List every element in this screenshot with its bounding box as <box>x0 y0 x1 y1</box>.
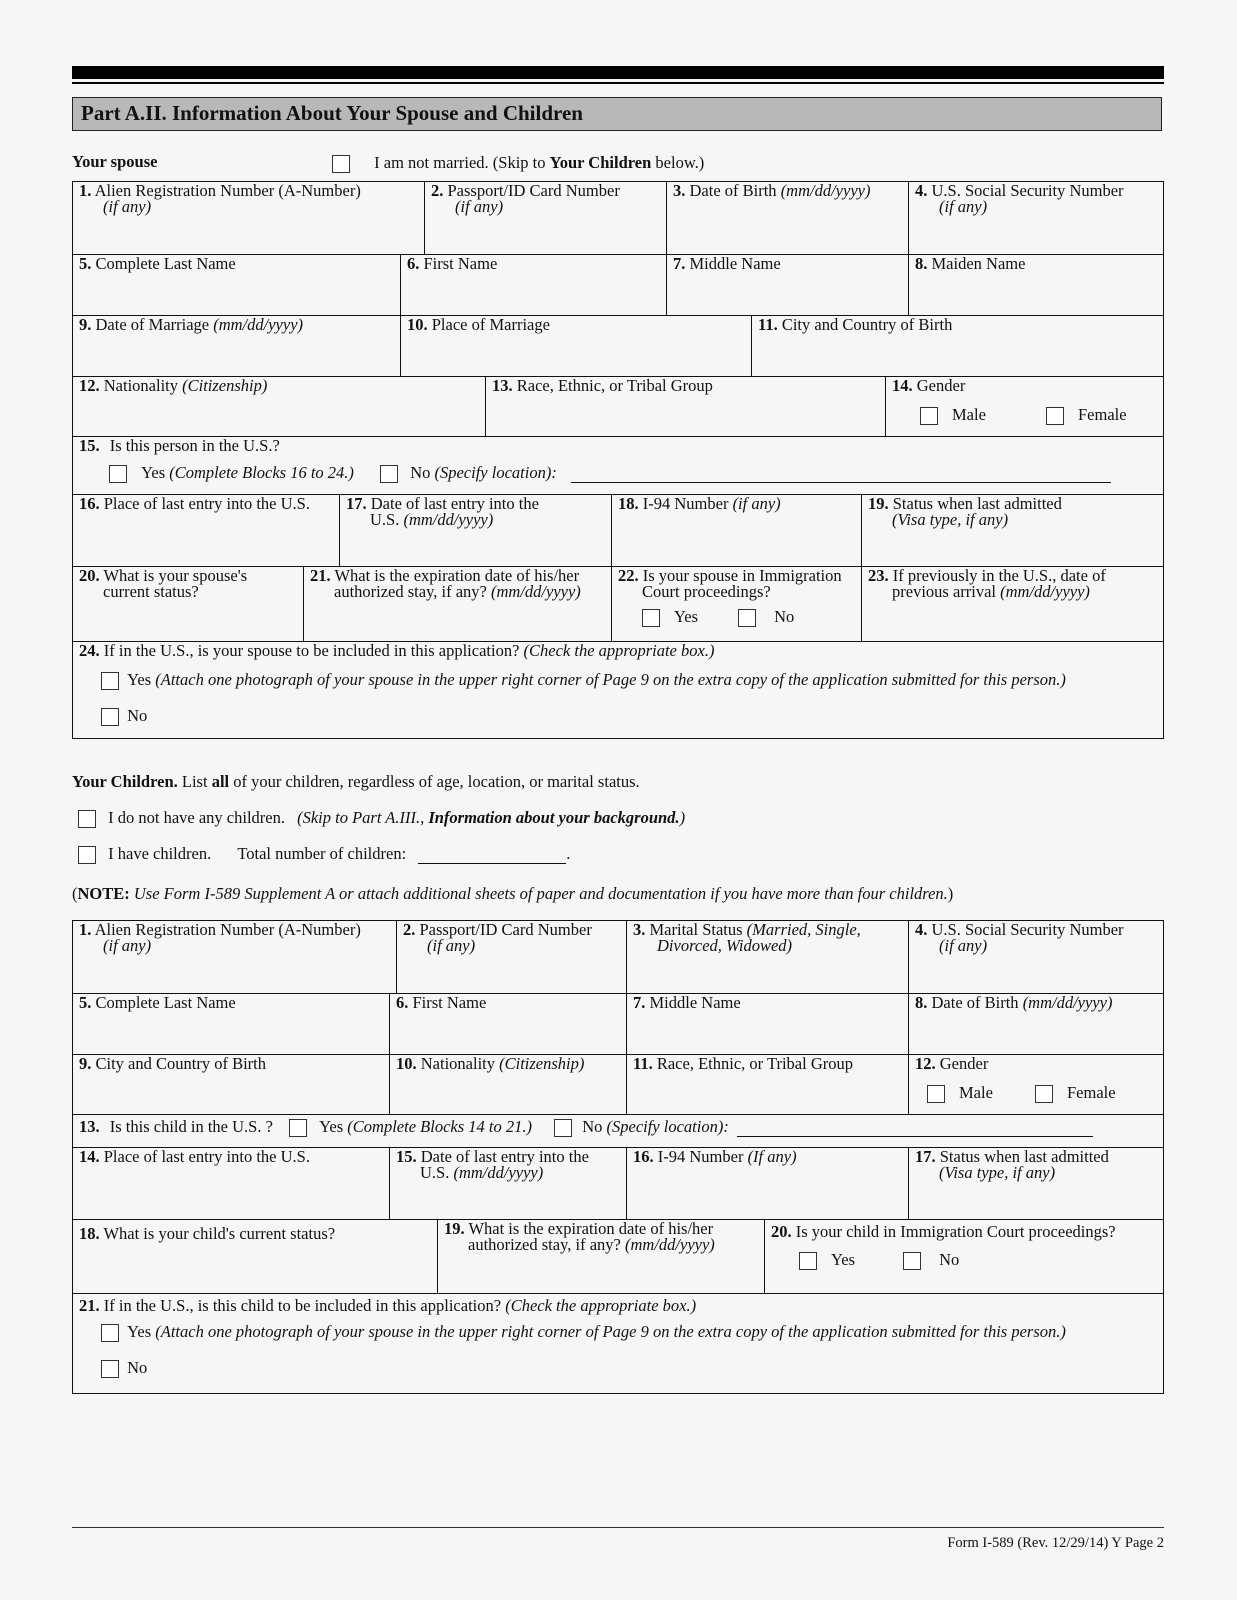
child-entry-place-field[interactable]: 14. Place of last entry into the U.S. <box>73 1148 390 1220</box>
child-middle-name-field[interactable]: 7. Middle Name <box>627 994 909 1055</box>
in-us-yes-checkbox[interactable] <box>109 465 127 483</box>
children-intro: Your Children. List all of your children, regardless of age, location, or marital status. <box>72 772 640 791</box>
court-no-checkbox[interactable] <box>738 609 756 627</box>
not-married-bold: Your Children <box>549 153 652 172</box>
top-rule <box>72 66 1164 79</box>
spouse-heading: Your spouse <box>72 152 158 171</box>
child-gender-field: 12. Gender Male Female <box>909 1055 1163 1115</box>
spouse-maiden-name-field[interactable]: 8. Maiden Name <box>909 255 1163 316</box>
spouse-race-field[interactable]: 13. Race, Ethnic, or Tribal Group <box>486 377 886 437</box>
not-married-post: below.) <box>651 153 705 172</box>
spouse-birth-city-field[interactable]: 11. City and Country of Birth <box>752 316 1163 377</box>
spouse-grid <box>72 181 1164 739</box>
footer-form-id: Form I-589 (Rev. 12/29/14) Y Page 2 <box>947 1535 1164 1551</box>
child-location-line[interactable] <box>737 1136 1093 1137</box>
child-include-field: 21. If in the U.S., is this child to be included in this application? (Check the appropriate box.) Yes (Attach one photograph of your spouse in the upper right corner of Page 9 on the extra copy of the application submitted for this person.) No <box>79 1296 1066 1377</box>
child-birth-city-field[interactable]: 9. City and Country of Birth <box>73 1055 390 1115</box>
no-children-checkbox[interactable] <box>78 810 96 828</box>
spouse-in-us-field: 15. Is this person in the U.S.? Yes (Complete Blocks 16 to 24.) No (Specify location): <box>73 437 1163 495</box>
female-checkbox[interactable] <box>1046 407 1064 425</box>
male-checkbox[interactable] <box>920 407 938 425</box>
child-include-yes-checkbox[interactable] <box>101 1324 119 1342</box>
total-children-input[interactable] <box>418 863 566 864</box>
child-gender-female[interactable]: Female <box>1035 1085 1116 1103</box>
not-married-row <box>332 153 704 173</box>
spouse-status-admitted-field[interactable]: 19. Status when last admitted (Visa type, if any) <box>862 495 1163 567</box>
spouse-middle-name-field[interactable]: 7. Middle Name <box>667 255 909 316</box>
child-in-us-no-checkbox[interactable] <box>554 1119 572 1137</box>
spouse-marriage-date-field[interactable]: 9. Date of Marriage (mm/dd/yyyy) <box>73 316 401 377</box>
spouse-passport-field[interactable]: 2. Passport/ID Card Number (if any) <box>425 182 667 255</box>
child-first-name-field[interactable]: 6. First Name <box>390 994 627 1055</box>
child-current-status-field[interactable]: 18. What is your child's current status? <box>73 1220 438 1294</box>
spouse-gender-male[interactable]: Male <box>920 407 986 425</box>
include-no-checkbox[interactable] <box>101 708 119 726</box>
spouse-previous-arrival-field[interactable]: 23. If previously in the U.S., date of previous arrival (mm/dd/yyyy) <box>862 567 1163 642</box>
spouse-current-status-field[interactable]: 20. What is your spouse's current status? <box>73 567 304 642</box>
child-i94-field[interactable]: 16. I-94 Number (If any) <box>627 1148 909 1220</box>
child-dob-field[interactable]: 8. Date of Birth (mm/dd/yyyy) <box>909 994 1163 1055</box>
child-in-us-yes-checkbox[interactable] <box>289 1119 307 1137</box>
spouse-i94-field[interactable]: 18. I-94 Number (if any) <box>612 495 862 567</box>
child-last-name-field[interactable]: 5. Complete Last Name <box>73 994 390 1055</box>
spouse-first-name-field[interactable]: 6. First Name <box>401 255 667 316</box>
no-children-row: I do not have any children. (Skip to Part A.III., Information about your background.) <box>78 808 685 828</box>
child-entry-date-field[interactable]: 15. Date of last entry into the U.S. (mm/dd/yyyy) <box>390 1148 627 1220</box>
spouse-include-field: 24. If in the U.S., is your spouse to be included in this application? (Check the appropriate box.) Yes (Attach one photograph of your spouse in the upper right corner of Page 9 on the extra copy of the application submitted for this person.) No <box>79 641 1066 725</box>
spouse-nationality-field[interactable]: 12. Nationality (Citizenship) <box>73 377 486 437</box>
not-married-checkbox[interactable] <box>332 155 350 173</box>
male-checkbox[interactable] <box>927 1085 945 1103</box>
spouse-entry-place-field[interactable]: 16. Place of last entry into the U.S. <box>73 495 340 567</box>
child-passport-field[interactable]: 2. Passport/ID Card Number (if any) <box>397 921 627 994</box>
have-children-row: I have children. Total number of children: . <box>78 844 570 864</box>
child-a-number-field[interactable]: 1. Alien Registration Number (A-Number) (if any) <box>73 921 397 994</box>
children-note: (NOTE: Use Form I-589 Supplement A or attach additional sheets of paper and documentation if you have more than four children.) <box>72 884 954 903</box>
top-rule-thin <box>72 82 1164 84</box>
child-race-field[interactable]: 11. Race, Ethnic, or Tribal Group <box>627 1055 909 1115</box>
spouse-court-field: 22. Is your spouse in Immigration Court proceedings? Yes No <box>612 567 862 642</box>
spouse-last-name-field[interactable]: 5. Complete Last Name <box>73 255 401 316</box>
location-line[interactable] <box>571 482 1111 483</box>
footer-rule <box>72 1527 1164 1528</box>
child-nationality-field[interactable]: 10. Nationality (Citizenship) <box>390 1055 627 1115</box>
child-ssn-field[interactable]: 4. U.S. Social Security Number (if any) <box>909 921 1163 994</box>
child-court-no-checkbox[interactable] <box>903 1252 921 1270</box>
spouse-dob-field[interactable]: 3. Date of Birth (mm/dd/yyyy) <box>667 182 909 255</box>
spouse-entry-date-field[interactable]: 17. Date of last entry into the U.S. (mm/dd/yyyy) <box>340 495 612 567</box>
include-yes-checkbox[interactable] <box>101 672 119 690</box>
child-status-admitted-field[interactable]: 17. Status when last admitted (Visa type, if any) <box>909 1148 1163 1220</box>
spouse-gender-female[interactable]: Female <box>1046 407 1127 425</box>
part-header: Part A.II. Information About Your Spouse and Children <box>72 97 1162 131</box>
child-in-us-field: 13. Is this child in the U.S. ? Yes (Complete Blocks 14 to 21.) No (Specify location): <box>73 1115 1163 1148</box>
not-married-text: I am not married. (Skip to <box>374 153 550 172</box>
child-court-yes-checkbox[interactable] <box>799 1252 817 1270</box>
have-children-checkbox[interactable] <box>78 846 96 864</box>
children-grid <box>72 920 1164 1394</box>
court-yes-checkbox[interactable] <box>642 609 660 627</box>
child-gender-male[interactable]: Male <box>927 1085 993 1103</box>
spouse-expiration-field[interactable]: 21. What is the expiration date of his/her authorized stay, if any? (mm/dd/yyyy) <box>304 567 612 642</box>
child-expiration-field[interactable]: 19. What is the expiration date of his/her authorized stay, if any? (mm/dd/yyyy) <box>438 1220 765 1294</box>
child-include-no-checkbox[interactable] <box>101 1360 119 1378</box>
spouse-gender-field: 14. Gender Male Female <box>886 377 1163 437</box>
child-court-field: 20. Is your child in Immigration Court proceedings? Yes No <box>765 1220 1163 1294</box>
spouse-marriage-place-field[interactable]: 10. Place of Marriage <box>401 316 752 377</box>
spouse-a-number-field[interactable]: 1. Alien Registration Number (A-Number) (if any) <box>73 182 425 255</box>
child-marital-status-field[interactable]: 3. Marital Status (Married, Single, Divorced, Widowed) <box>627 921 909 994</box>
female-checkbox[interactable] <box>1035 1085 1053 1103</box>
in-us-no-checkbox[interactable] <box>380 465 398 483</box>
spouse-ssn-field[interactable]: 4. U.S. Social Security Number (if any) <box>909 182 1163 255</box>
